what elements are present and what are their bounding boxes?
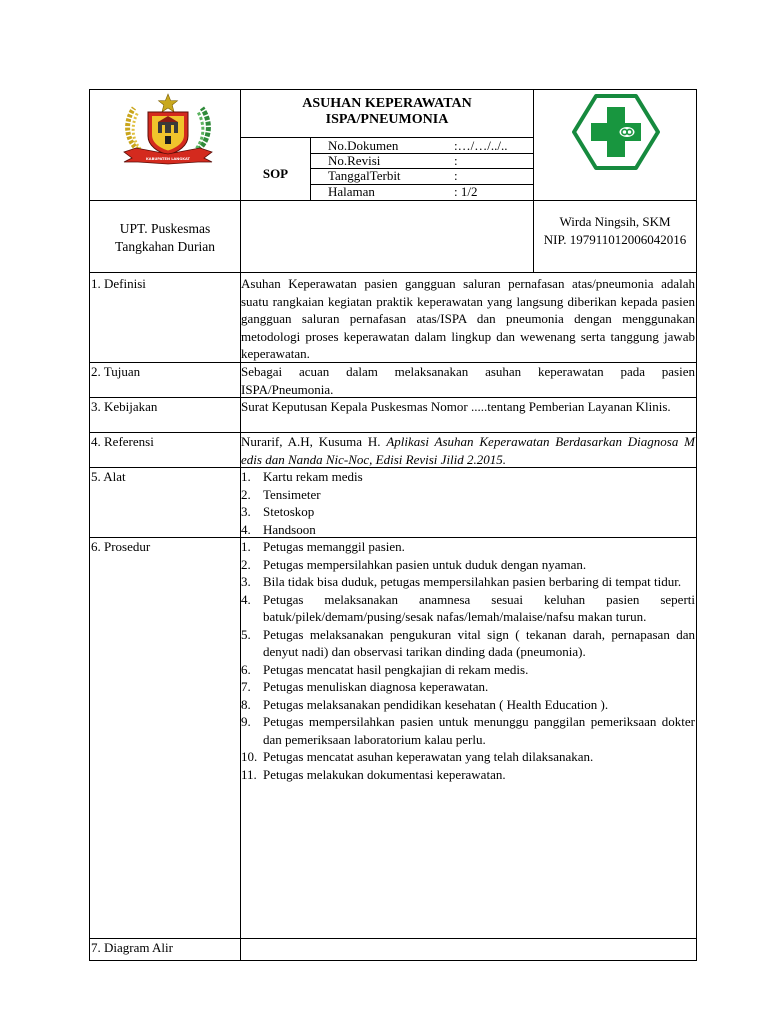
signer-block <box>534 213 696 248</box>
meta-row-revision <box>328 153 533 169</box>
border-right <box>696 89 697 961</box>
divider-header-bottom <box>89 200 697 201</box>
section-label-definisi: 1. Definisi <box>91 276 146 291</box>
section-label-referensi: 4. Referensi <box>91 434 154 449</box>
referensi-text <box>241 433 695 468</box>
document-title <box>241 96 533 128</box>
section-label-tujuan: 2. Tujuan <box>91 364 141 379</box>
list-item: 5. Petugas melaksanakan pengukuran vital sign ( tekanan darah, pernapasan dan denyut nadi) dan observasi tarikan dinding dada (pneumonia). <box>241 626 695 659</box>
section-label-diagram: 7. Diagram Alir <box>91 940 173 955</box>
section-label-prosedur: 6. Prosedur <box>91 539 151 554</box>
document-title-line2: ISPA/PNEUMONIA <box>325 112 449 127</box>
signer-name: Wirda Ningsih, SKM <box>559 214 671 229</box>
meta-row-issue-date <box>328 168 533 184</box>
meta-label: No.Dokumen <box>328 138 399 153</box>
signer-nip: NIP. 197911012006042016 <box>543 231 687 247</box>
list-item: 3. Stetoskop <box>241 504 315 519</box>
meta-label: No.Revisi <box>328 153 381 168</box>
logo-banner-text: KABUPATEN LANGKAT <box>146 157 190 161</box>
meta-value: :…/…/../.. <box>454 138 508 153</box>
list-item: 1. Petugas memanggil pasien. <box>241 539 405 554</box>
border-top <box>89 89 697 90</box>
section-label-kebijakan: 3. Kebijakan <box>91 399 158 414</box>
document-title-line1: ASUHAN KEPERAWATAN <box>302 96 472 111</box>
list-item: 7. Petugas menuliskan diagnosa keperawatan. <box>241 679 489 694</box>
referensi-book-title: Aplikasi Asuhan Keperawatan Berdasarkan Diagnosa M edis dan Nanda Nic-Noc, Edisi Revisi Jilid 2.2015. <box>241 434 695 467</box>
organization-name <box>90 220 240 255</box>
list-item: 4. Handsoon <box>241 521 316 537</box>
divider-org-bottom <box>89 272 697 273</box>
list-item: 11. Petugas melakukan dokumentasi keperawatan. <box>241 766 506 782</box>
section-label-alat: 5. Alat <box>91 469 126 484</box>
list-item: 2. Tensimeter <box>241 486 321 502</box>
list-item: 10. Petugas mencatat asuhan keperawatan yang telah dilaksanakan. <box>241 749 594 764</box>
meta-row-page <box>328 184 533 200</box>
prosedur-list <box>241 538 695 783</box>
referensi-authors: Nurarif, A.H, Kusuma H. <box>241 434 387 449</box>
alat-list <box>241 468 695 538</box>
list-item: 8. Petugas melaksanakan pendidikan kesehatan ( Health Education ). <box>241 696 609 712</box>
organization-line1: UPT. Puskesmas <box>119 221 211 236</box>
meta-row-document-number <box>328 138 533 154</box>
sop-label: SOP <box>262 166 289 181</box>
meta-value: : 1/2 <box>454 184 478 199</box>
organization-line2: Tangkahan Durian <box>115 238 215 254</box>
list-item: 6. Petugas mencatat hasil pengkajian di rekam medis. <box>241 661 529 677</box>
meta-label: Halaman <box>328 184 375 199</box>
kebijakan-text: Surat Keputusan Kepala Puskesmas Nomor .....tentang Pemberian Layanan Klinis. <box>241 399 671 414</box>
meta-value: : <box>454 153 458 168</box>
list-item: 9. Petugas mempersilahkan pasien untuk menunggu panggilan pemeriksaan dokter dan pemeriksaan laboratorium kalau perlu. <box>241 714 695 747</box>
list-item: 4. Petugas melaksanakan anamnesa sesuai keluhan pasien seperti batuk/pilek/demam/pusing/sesak nafas/lemah/malaise/nafsu makan turun. <box>241 591 695 624</box>
list-item: 1. Kartu rekam medis <box>241 469 363 484</box>
puskesmas-logo <box>572 94 660 170</box>
definisi-text: Asuhan Keperawatan pasien gangguan saluran pernafasan atas/pneumonia adalah suatu rangkaian kegiatan praktik keperawatan yang langsung diberikan kepada pasien gangguan saluran pernafasan atas/ISPA dan pneumonia dengan menggunakan metodologi proses keperawatan dalam lingkup dan wewenang serta tanggung jawab keperawatan. <box>241 276 695 361</box>
list-item: 3. Bila tidak bisa duduk, petugas mempersilahkan pasien berbaring di tempat tidur. <box>241 574 682 589</box>
health-cross-icon <box>572 94 660 170</box>
border-bottom <box>89 960 697 961</box>
tujuan-text: Sebagai acuan dalam melaksanakan asuhan keperawatan pada pasien ISPA/Pneumonia. <box>241 364 695 397</box>
meta-value: : <box>454 168 458 183</box>
meta-label: TanggalTerbit <box>328 168 401 183</box>
list-item: 2. Petugas mempersilahkan pasien untuk duduk dengan nyaman. <box>241 556 587 572</box>
langkat-regency-logo <box>118 92 218 166</box>
